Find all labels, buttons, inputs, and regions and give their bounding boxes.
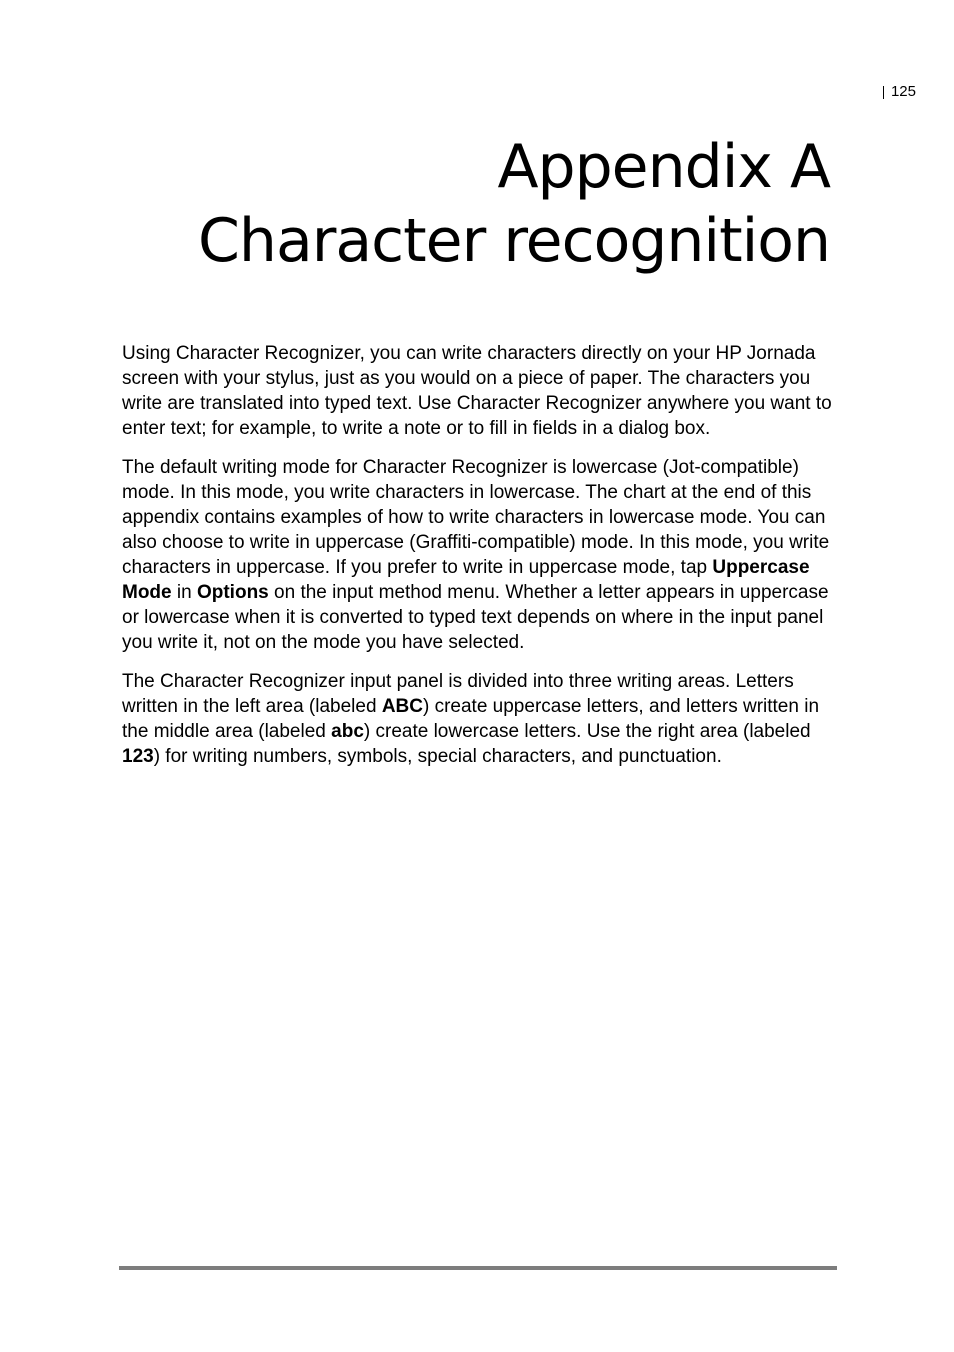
paragraph-input-panel-text-2: ) create uppercase letters, and letters written in the middle area (labeled xyxy=(122,696,820,742)
paragraph-writing-mode-text-1: The default writing mode for Character Recognizer is lowercase (Jot-compatible) mode. In this mode, you write characters in lowercase. The chart at the end of this appendix contains examples of how to write characters in lowercase mode. You can also choose to write in uppercase (Graffiti-compatible) mode. In this mode, you write characters in uppercase. If you prefer to write in uppercase mode, tap xyxy=(122,457,830,578)
uppercase-mode-term: Uppercase Mode xyxy=(122,557,810,603)
paragraph-input-panel-text-4: ) for writing numbers, symbols, special characters, and punctuation. xyxy=(153,746,722,767)
page-number-divider xyxy=(883,86,884,99)
page-number-text: 125 xyxy=(890,83,916,100)
paragraph-input-panel xyxy=(122,669,838,769)
page-number xyxy=(883,82,916,102)
footer-rule xyxy=(119,1266,837,1270)
options-term: Options xyxy=(196,582,269,603)
paragraph-writing-mode-text-3: on the input method menu. Whether a letter appears in uppercase or lowercase when it is converted to typed text depends on where in the input panel you write it, not on the mode you have selected. xyxy=(122,582,829,653)
body-text xyxy=(122,341,838,783)
numbers-label: 123 xyxy=(122,746,154,767)
paragraph-input-panel-text-3: ) create lowercase letters. Use the right area (labeled xyxy=(363,721,811,742)
paragraph-writing-mode-text-2: in xyxy=(171,582,197,603)
paragraph-intro: Using Character Recognizer, you can write characters directly on your HP Jornada screen with your stylus, just as you would on a piece of paper. The characters you write are translated into typed text. Use Character Recognizer anywhere you want to enter text; for example, to write a note or to fill in fields in a dialog box. xyxy=(122,343,832,439)
title-line-appendix: Appendix A xyxy=(497,132,830,202)
title-line-subject: Character recognition xyxy=(198,206,830,276)
paragraph-input-panel-text-1: The Character Recognizer input panel is divided into three writing areas. Letters written in the left area (labeled xyxy=(122,671,794,717)
page-title xyxy=(70,130,830,278)
abc-lowercase-label: abc xyxy=(331,721,364,742)
abc-uppercase-label: ABC xyxy=(381,696,423,717)
paragraph-writing-mode xyxy=(122,455,838,655)
